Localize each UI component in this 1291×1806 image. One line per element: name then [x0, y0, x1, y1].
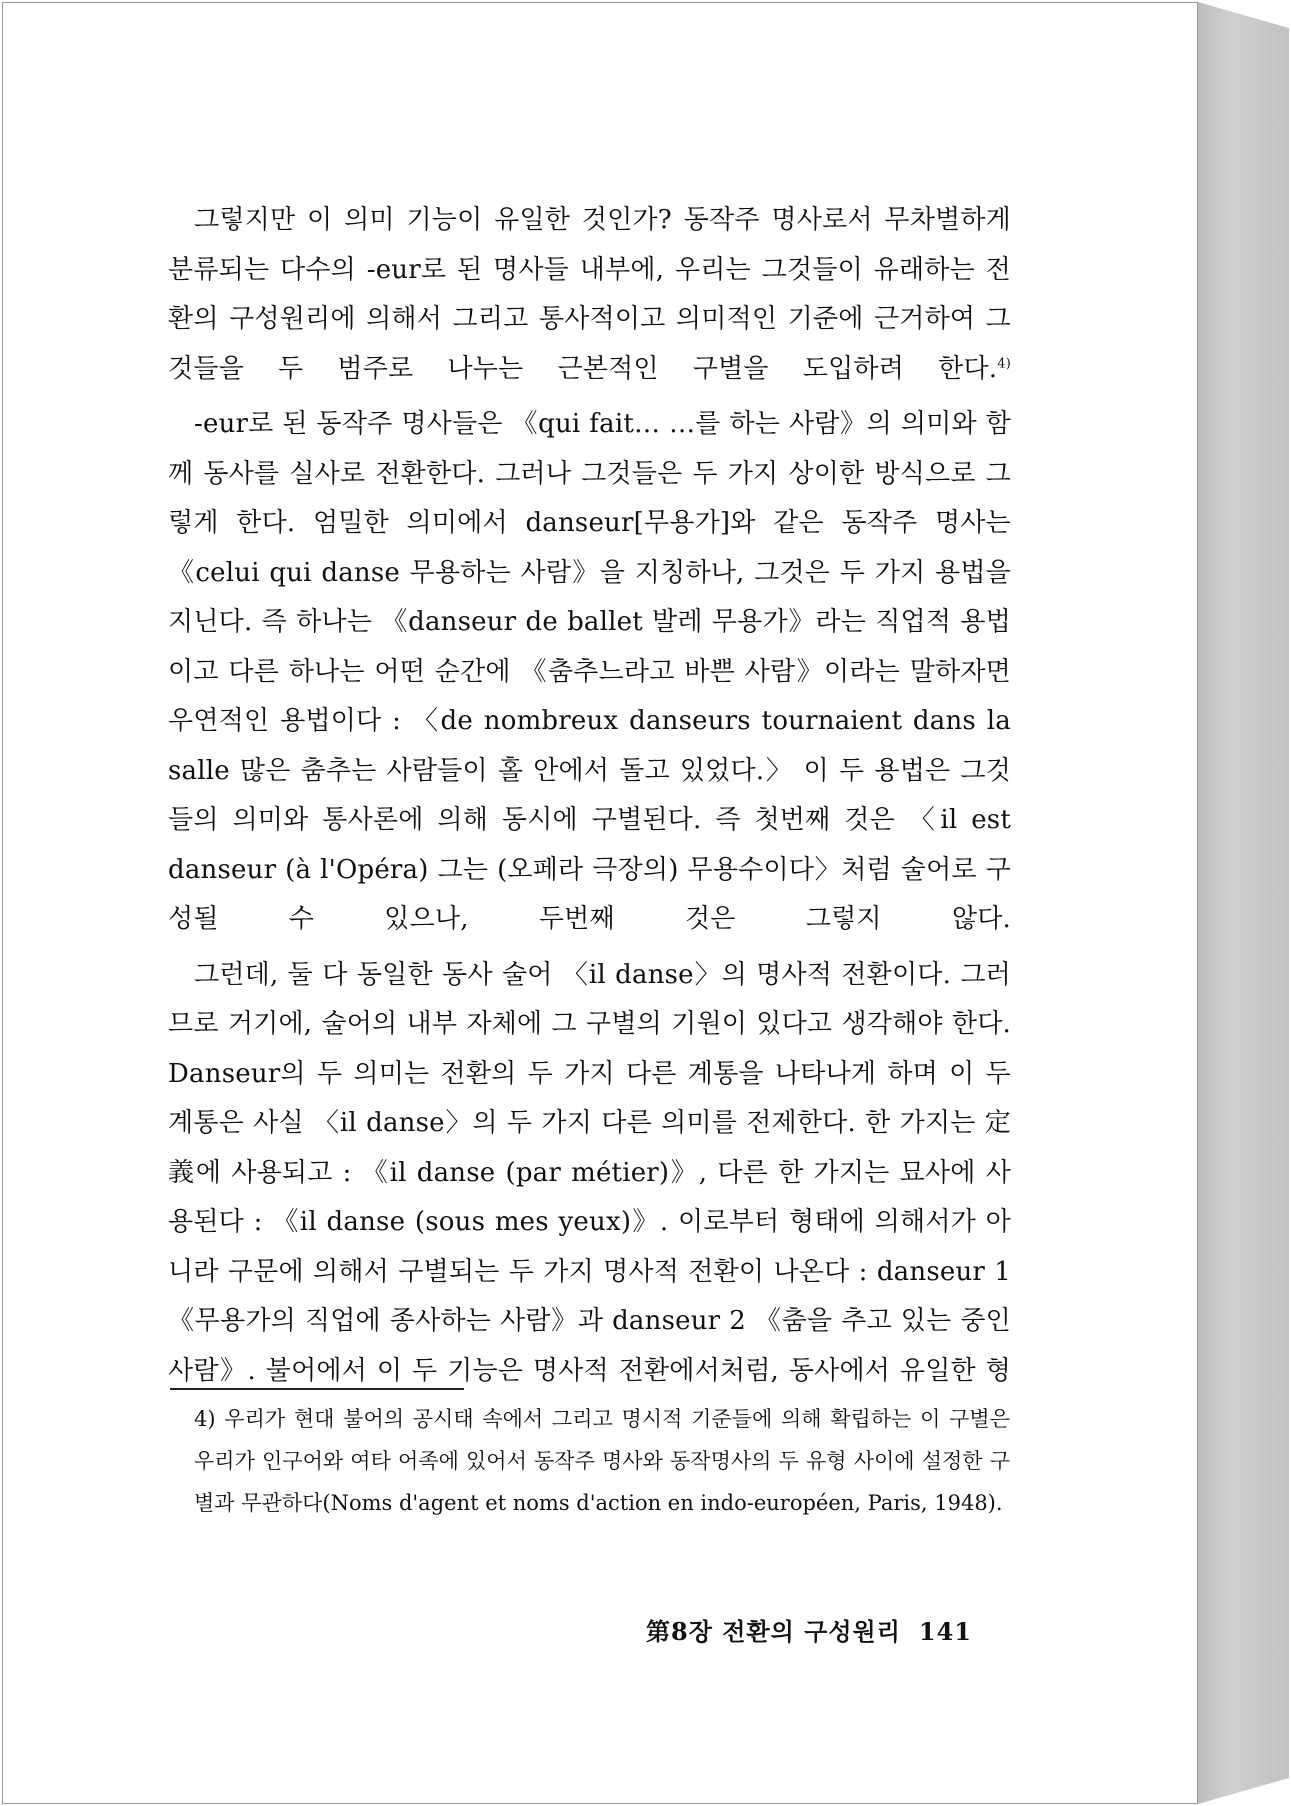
footnote-divider — [170, 1388, 464, 1390]
footnote — [194, 1398, 1010, 1524]
book-page-edge — [1198, 2, 1289, 1804]
paragraph-3: 그런데, 둘 다 동일한 동사 술어 〈il danse〉의 명사적 전환이다. 그러므로 거기에, 술어의 내부 자체에 그 구별의 기원이 있다고 생각해야 한다. Danseur의 두 의미는 전환의 두 가지 다른 계통을 나타나게 하며 이 두 계통은 사실 〈il danse〉의 두 가지 다른 의미를 전제한다. 한 가지는 定義에 사용되고 : 《il danse (par métier)》, 다른 한 가지는 묘사에 사용된다 : 《il danse (sous mes yeux)》. 이로부터 형태에 의해서가 아니라 구문에 의해서 구별되는 두 가지 명사적 전환이 나온다 : danseur 1 《무용가의 직업에 종사하는 사람》과 danseur 2 《춤을 추고 있는 중인사람》. 불어에서 이 두 기능은 명사적 전환에서처럼, 동사에서 유일한 형 — [168, 959, 1011, 1386]
footnote-number: 4) — [194, 1407, 216, 1431]
paragraph-1 — [168, 196, 1011, 394]
page-number: 141 — [918, 1617, 972, 1646]
paragraph-2: -eur로 된 동작주 명사들은 《qui fait… …를 하는 사람》의 의미와 함께 동사를 실사로 전환한다. 그러나 그것들은 두 가지 상이한 방식으로 그렇게 한다. 엄밀한 의미에서 danseur[무용가]와 같은 동작주 명사는 《celui qui danse 무용하는 사람》을 지칭하나, 그것은 두 가지 용법을 지닌다. 즉 하나는 《danseur de ballet 발레 무용가》라는 직업적 용법이고 다른 하나는 어떤 순간에 《춤추느라고 바쁜 사람》이라는 말하자면 우연적인 용법이다 : 〈de nombreux danseurs tournaient dans la salle 많은 춤추는 사람들이 홀 안에서 돌고 있었다.〉 이 두 용법은 그것들의 의미와 통사론에 의해 동시에 구별된다. 즉 첫번째 것은 〈il est danseur (à l'Opéra) 그는 (오페라 극장의) 무용수이다〉처럼 술어로 구성될 수 있으나, 두번째 것은 그렇지 않다. — [168, 409, 1011, 934]
paragraph-1-text: 그렇지만 이 의미 기능이 유일한 것인가? 동작주 명사로서 무차별하게 분류되는 다수의 -eur로 된 명사들 내부에, 우리는 그것들이 유래하는 전환의 구성원리에 의해서 그리고 통사적이고 의미적인 기준에 근거하여 그것들을 두 범주로 나누는 근본적인 구별을 도입하려 한다. — [168, 205, 1011, 384]
running-footer — [646, 1612, 972, 1647]
footnote-text: 우리가 현대 불어의 공시태 속에서 그리고 명시적 기준들에 의해 확립하는 이 구별은 우리가 인구어와 여타 어족에 있어서 동작주 명사와 동작명사의 두 유형 사이에 설정한 구별과 무관하다(Noms d'agent et noms d'action en indo-européen, Paris, 1948). — [194, 1407, 1010, 1515]
footnote-reference: 4) — [997, 355, 1011, 371]
chapter-title: 第8장 전환의 구성원리 — [646, 1617, 901, 1646]
main-text — [168, 196, 1011, 1402]
